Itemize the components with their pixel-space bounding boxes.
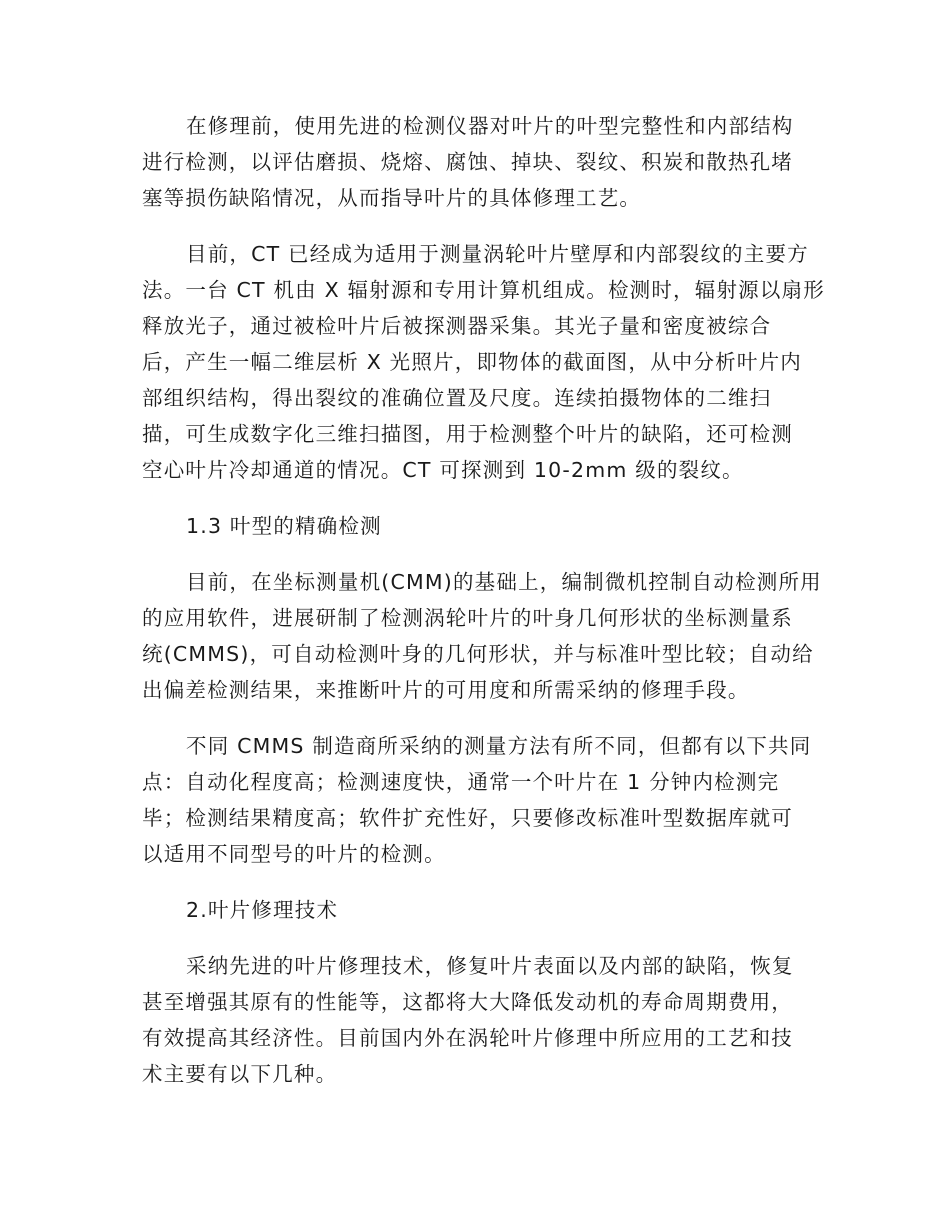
text-line: 不同 CMMS 制造商所采纳的测量方法有所不同，但都有以下共同 <box>186 734 812 758</box>
text-line: 甚至增强其原有的性能等，这都将大大降低发动机的寿命周期费用， <box>142 990 793 1014</box>
section-heading-2 <box>142 892 802 928</box>
text-line: 有效提高其经济性。目前国内外在涡轮叶片修理中所应用的工艺和技 <box>142 1026 793 1050</box>
document-body <box>142 108 825 1092</box>
heading-text: 1.3 叶型的精确检测 <box>186 514 382 538</box>
paragraph-cmms-features <box>142 728 812 872</box>
heading-text: 2.叶片修理技术 <box>186 898 339 922</box>
paragraph-cmm-measurement <box>142 564 822 708</box>
text-line: 出偏差检测结果，来推断叶片的可用度和所需采纳的修理手段。 <box>142 678 750 702</box>
text-line: 的应用软件，进展研制了检测涡轮叶片的叶身几何形状的坐标测量系 <box>142 606 793 630</box>
text-line: 法。一台 CT 机由 X 辐射源和专用计算机组成。检测时，辐射源以扇形 <box>142 278 825 302</box>
text-line: 塞等损伤缺陷情况，从而指导叶片的具体修理工艺。 <box>142 186 642 210</box>
text-line: 术主要有以下几种。 <box>142 1062 338 1086</box>
text-line: 统(CMMS)，可自动检测叶身的几何形状，并与标准叶型比较；自动给 <box>142 642 814 666</box>
paragraph-pre-repair-inspection <box>142 108 802 216</box>
text-line: 采纳先进的叶片修理技术，修复叶片表面以及内部的缺陷，恢复 <box>186 954 794 978</box>
text-line: 目前，在坐标测量机(CMM)的基础上，编制微机控制自动检测所用 <box>186 570 822 594</box>
paragraph-ct-inspection <box>142 236 825 488</box>
text-line: 释放光子，通过被检叶片后被探测器采集。其光子量和密度被综合 <box>142 314 772 338</box>
text-line: 以适用不同型号的叶片的检测。 <box>142 842 446 866</box>
text-line: 描，可生成数字化三维扫描图，用于检测整个叶片的缺陷，还可检测 <box>142 422 793 446</box>
text-line: 空心叶片冷却通道的情况。CT 可探测到 10-2mm 级的裂纹。 <box>142 458 744 482</box>
text-line: 部组织结构，得出裂纹的准确位置及尺度。连续拍摄物体的二维扫 <box>142 386 772 410</box>
text-line: 目前，CT 已经成为适用于测量涡轮叶片壁厚和内部裂纹的主要方 <box>186 242 809 266</box>
paragraph-repair-technology <box>142 948 802 1092</box>
text-line: 在修理前，使用先进的检测仪器对叶片的叶型完整性和内部结构 <box>186 114 794 138</box>
text-line: 毕；检测结果精度高；软件扩充性好，只要修改标准叶型数据库就可 <box>142 806 793 830</box>
text-line: 后，产生一幅二维层析 X 光照片，即物体的截面图，从中分析叶片内 <box>142 350 802 374</box>
text-line: 进行检测，以评估磨损、烧熔、腐蚀、掉块、裂纹、积炭和散热孔堵 <box>142 150 793 174</box>
text-line: 点：自动化程度高；检测速度快，通常一个叶片在 1 分钟内检测完 <box>142 770 780 794</box>
section-heading-1-3 <box>142 508 802 544</box>
